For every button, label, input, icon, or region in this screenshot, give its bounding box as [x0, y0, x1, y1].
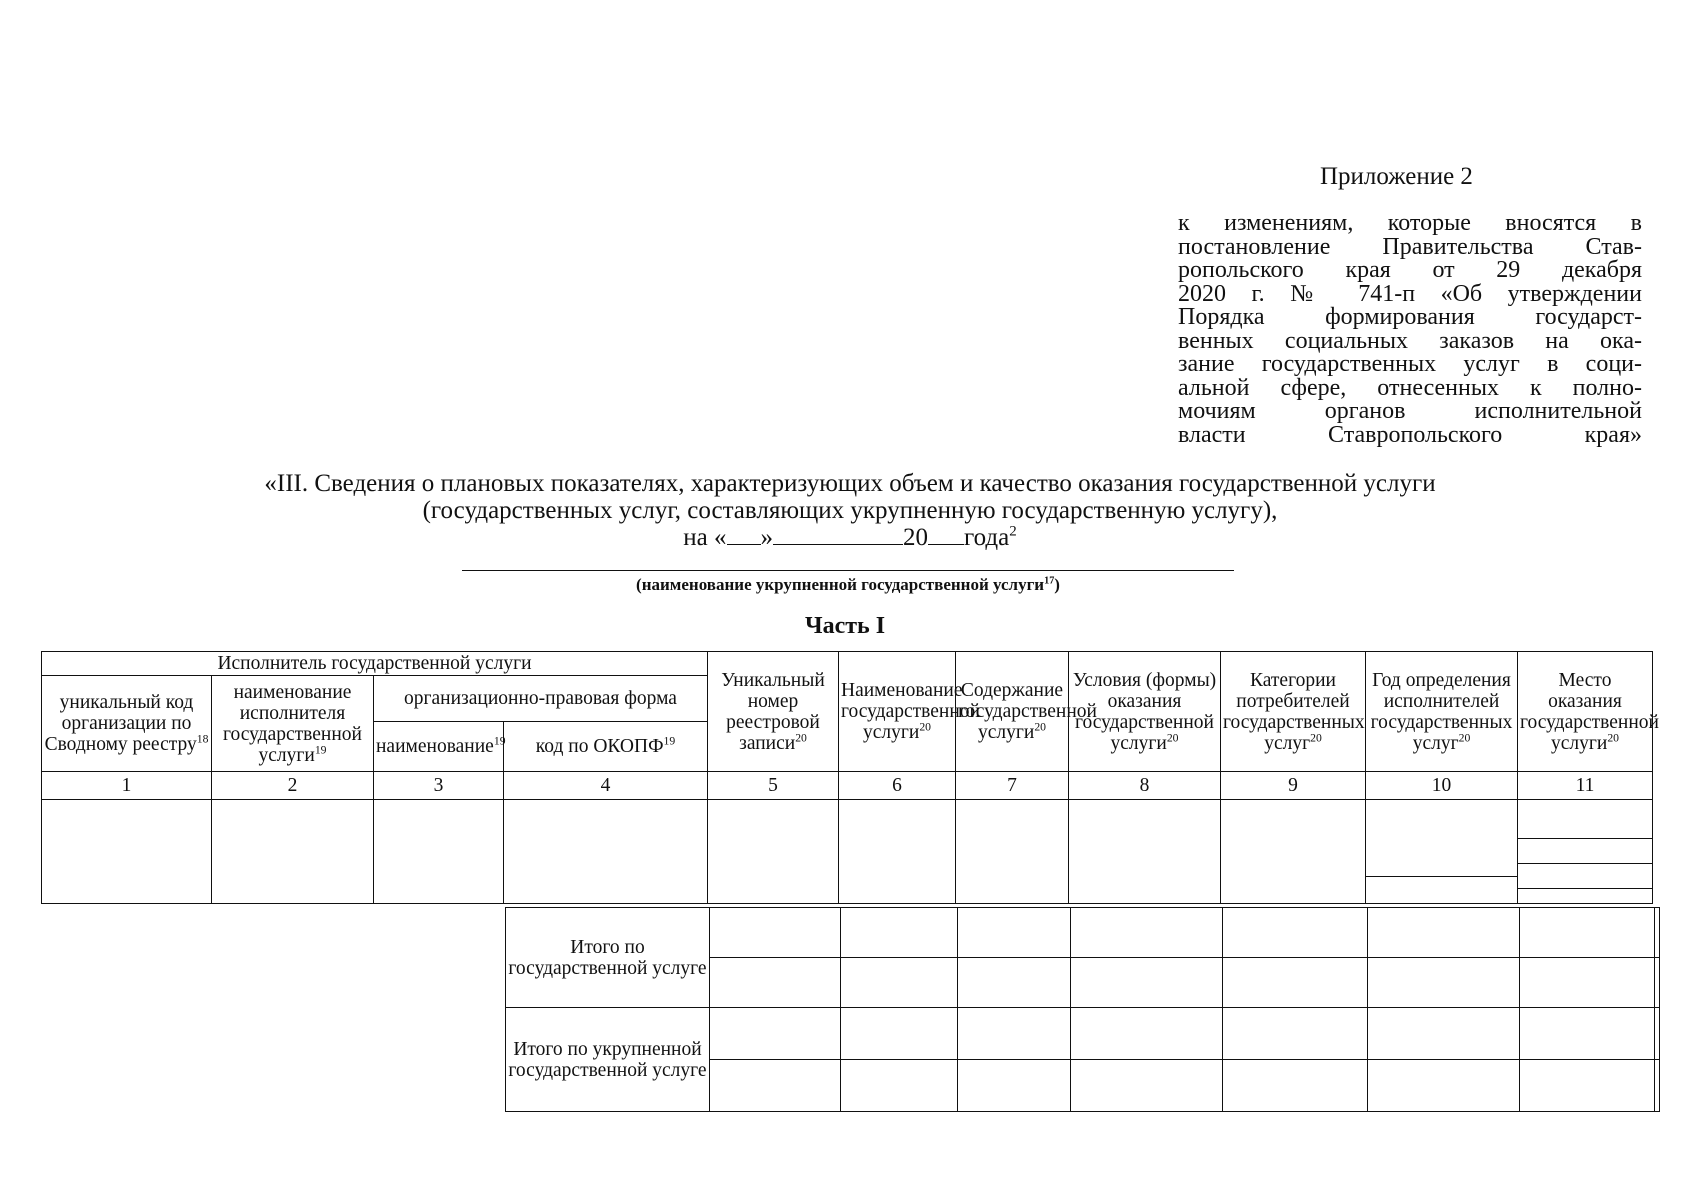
table-cell[interactable]	[958, 908, 1071, 958]
total-service-label: Итого по государственной услуге	[506, 908, 710, 1008]
table-cell[interactable]	[710, 908, 841, 958]
table-cell[interactable]	[1071, 958, 1223, 1008]
col-header-5: Уникальный номер реестровой записи$^{20}$	[708, 652, 839, 772]
data-row	[42, 800, 1653, 904]
col-header-6: Наименование государственной услуги$^{20}$	[839, 652, 956, 772]
appendix-line: альной сфере, отнесенных к полно-	[1178, 374, 1642, 401]
table-cell[interactable]	[1368, 908, 1520, 958]
service-name-caption: (наименование укрупненной государственной услуги$^{17}$)	[636, 575, 1060, 594]
table-cell[interactable]	[1223, 908, 1368, 958]
col-number: 8	[1069, 772, 1221, 800]
appendix-line: постановление Правительства Став-	[1178, 233, 1642, 260]
table-cell[interactable]	[1655, 908, 1660, 958]
table-cell[interactable]	[956, 800, 1069, 904]
col-header-4: код по ОКОПФ$^{19}$	[504, 722, 708, 772]
appendix-line: зание государственных услуг в соци-	[1178, 351, 1642, 377]
indicators-table	[41, 651, 1659, 904]
table-cell[interactable]	[1655, 1008, 1660, 1060]
col-number: 10	[1366, 772, 1518, 800]
table-cell[interactable]	[710, 1008, 841, 1060]
table-cell[interactable]	[1221, 800, 1366, 904]
col-header-9: Категории потребителей государственных услуг$^{20}$	[1221, 652, 1366, 772]
table-cell[interactable]	[841, 908, 958, 958]
service-name-line	[462, 570, 1234, 571]
appendix-line: венных социальных заказов на ока-	[1178, 327, 1642, 354]
heading-line-1: «III. Сведения о плановых показателях, характеризующих объем и качество оказания государственной услуги	[264, 470, 1436, 497]
appendix-line: Порядка формирования государст-	[1178, 304, 1642, 330]
table-cell[interactable]	[1069, 800, 1221, 904]
table-cell[interactable]	[1520, 908, 1655, 958]
table-cell[interactable]	[1223, 1060, 1368, 1112]
col-header-10: Год определения исполнителей государственных услуг$^{20}$	[1366, 652, 1518, 772]
table-cell[interactable]	[504, 800, 708, 904]
part-title: Часть I	[804, 613, 886, 639]
table-cell[interactable]	[1071, 1060, 1223, 1112]
table-cell[interactable]	[1368, 1060, 1520, 1112]
table-cell[interactable]	[1520, 958, 1655, 1008]
table-cell[interactable]	[708, 800, 839, 904]
table-cell[interactable]	[1655, 958, 1660, 1008]
table-cell[interactable]	[841, 958, 958, 1008]
org-form-header: организационно-правовая форма	[374, 676, 708, 722]
table-cell[interactable]	[710, 958, 841, 1008]
col-number: 1	[42, 772, 212, 800]
col-header-1: уникальный код организации по Сводному реестру$^{18}$	[42, 676, 212, 772]
section-heading	[150, 470, 1550, 551]
table-cell[interactable]	[710, 1060, 841, 1112]
appendix-line: ропольского края от 29 декабря	[1178, 257, 1642, 283]
appendix-text	[1178, 212, 1642, 447]
appendix-line: 2020 г. № 741-п «Об утверждении	[1178, 280, 1642, 307]
col-number: 6	[839, 772, 956, 800]
appendix-line: власти Ставропольского края»	[1178, 421, 1642, 448]
col-number: 3	[374, 772, 504, 800]
appendix-line: мочиям органов исполнительной	[1178, 398, 1642, 424]
table-cell[interactable]	[958, 1008, 1071, 1060]
table-cell[interactable]	[958, 958, 1071, 1008]
appendix-line: к изменениям, которые вносятся в	[1178, 210, 1642, 236]
table-cell[interactable]	[212, 800, 374, 904]
col-header-8: Условия (формы) оказания государственной услуги$^{20}$	[1069, 652, 1221, 772]
table-cell[interactable]	[42, 800, 212, 904]
col-header-7: Содержание государственной услуги$^{20}$	[956, 652, 1069, 772]
table-cell[interactable]	[1071, 1008, 1223, 1060]
table-cell[interactable]	[958, 1060, 1071, 1112]
table-cell[interactable]	[1223, 1008, 1368, 1060]
table-cell[interactable]	[1071, 908, 1223, 958]
table-cell[interactable]	[1368, 958, 1520, 1008]
col-number: 5	[708, 772, 839, 800]
table-cell[interactable]	[1368, 1008, 1520, 1060]
col-number: 9	[1221, 772, 1366, 800]
table-cell[interactable]	[1223, 958, 1368, 1008]
table-cell[interactable]	[1520, 1008, 1655, 1060]
table-cell[interactable]	[1520, 1060, 1655, 1112]
appendix-title: Приложение 2	[1320, 163, 1473, 190]
heading-line-2: (государственных услуг, составляющих укрупненную государственную услугу),	[422, 497, 1278, 524]
heading-date-line: на « » 20 года$^2$	[683, 523, 1017, 551]
col-header-3: наименование$^{19}$	[374, 722, 504, 772]
table-cell[interactable]	[1655, 1060, 1660, 1112]
col-number: 7	[956, 772, 1069, 800]
table-cell[interactable]	[1366, 800, 1518, 904]
table-cell[interactable]	[841, 1008, 958, 1060]
table-cell[interactable]	[374, 800, 504, 904]
table-cell[interactable]	[839, 800, 956, 904]
table-cell[interactable]	[1518, 800, 1653, 904]
total-enlarged-label: Итого по укрупненной государственной услуге	[506, 1008, 710, 1112]
col-number: 4	[504, 772, 708, 800]
col-number: 11	[1518, 772, 1653, 800]
totals-table	[505, 907, 1660, 1112]
col-header-2: наименование исполнителя государственной услуги$^{19}$	[212, 676, 374, 772]
executor-group-header: Исполнитель государственной услуги	[42, 652, 708, 676]
col-number: 2	[212, 772, 374, 800]
col-header-11: Место оказания государственной услуги$^{20}$	[1518, 652, 1653, 772]
table-cell[interactable]	[841, 1060, 958, 1112]
